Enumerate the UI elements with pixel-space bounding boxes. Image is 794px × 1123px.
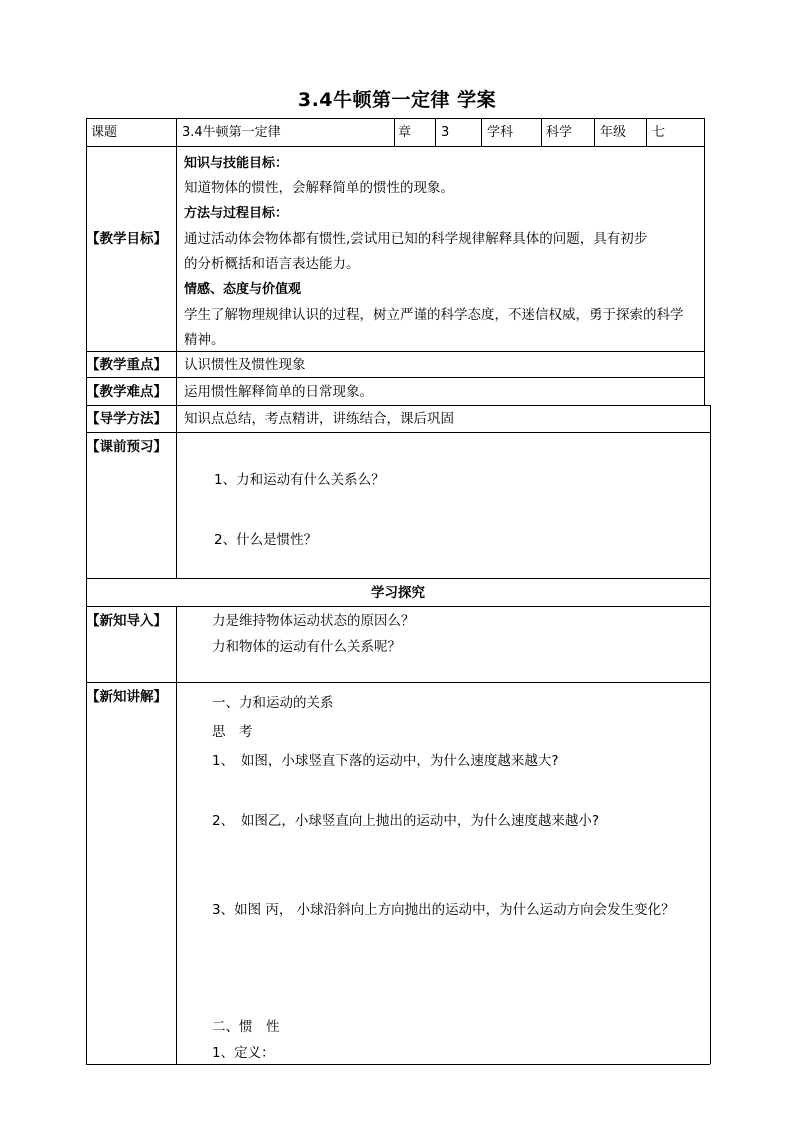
method-text-line-2: 的分析概括和语言表达能力。 [184, 256, 360, 272]
lecture-think: 思 考 [212, 724, 253, 740]
table-border-top [86, 118, 704, 119]
lecture-question-2: 2、 如图乙，小球竖直向上抛出的运动中，为什么速度越来越小? [212, 813, 600, 829]
header-column-divider [594, 118, 595, 146]
preview-question-2: 2、什么是惯性？ [214, 532, 318, 548]
knowledge-text: 知道物体的惯性，会解释简单的惯性的现象。 [184, 180, 454, 196]
intro-line-1: 力是维持物体运动状态的原因么？ [212, 613, 415, 629]
preview-label: 【课前预习】 [86, 439, 167, 455]
row-divider [86, 377, 704, 378]
header-column-divider [646, 118, 647, 146]
row-divider [86, 146, 704, 147]
row-divider [86, 405, 710, 406]
lecture-section-2: 二、惯 性 [212, 1019, 280, 1035]
method-text-line-1: 通过活动体会物体都有惯性,尝试用已知的科学规律解释具体的问题，具有初步 [184, 231, 648, 247]
method-label: 【导学方法】 [86, 411, 167, 427]
lecture-question-3: 3、如图 丙， 小球沿斜向上方向抛出的运动中，为什么运动方向会发生变化？ [212, 902, 675, 918]
label-column-divider [176, 118, 177, 578]
attitude-text-line-1: 学生了解物理规律认识的过程，树立严谨的科学态度，不迷信权威，勇于探索的科学 [184, 307, 684, 323]
grade-label: 年级 [600, 125, 627, 140]
discipline-label: 学科 [487, 125, 514, 140]
header-column-divider [435, 118, 436, 146]
intro-label: 【新知导入】 [86, 613, 167, 629]
label-column-divider [176, 606, 177, 1064]
row-divider [86, 682, 710, 683]
discipline-value: 科学 [546, 125, 573, 140]
header-column-divider [394, 118, 395, 146]
table-border-right [710, 405, 711, 1064]
row-divider [86, 606, 710, 607]
lecture-question-1: 1、 如图，小球竖直下落的运动中，为什么速度越来越大? [212, 753, 559, 769]
chapter-label: 章 [398, 125, 412, 140]
study-heading: 学习探究 [371, 585, 425, 601]
lecture-definition: 1、定义： [212, 1045, 275, 1061]
attitude-text-line-2: 精神。 [184, 332, 225, 348]
attitude-heading: 情感、态度与价值观 [184, 282, 302, 297]
lecture-section-1: 一、力和运动的关系 [212, 695, 334, 711]
header-column-divider [481, 118, 482, 146]
page-title: 3.4牛顿第一定律 学案 [297, 89, 497, 111]
difficulties-text: 运用惯性解释简单的日常现象。 [184, 384, 373, 400]
table-border-right [704, 118, 705, 405]
subject-label: 课题 [91, 125, 118, 140]
grade-value: 七 [652, 125, 666, 140]
row-divider [86, 351, 704, 352]
difficulties-label: 【教学难点】 [86, 384, 167, 400]
key-points-text: 认识惯性及惯性现象 [184, 357, 306, 373]
table-border-bottom [86, 1064, 710, 1065]
chapter-value: 3 [441, 125, 450, 140]
lecture-label: 【新知讲解】 [86, 689, 167, 705]
header-column-divider [541, 118, 542, 146]
method-text: 知识点总结，考点精讲，讲练结合，课后巩固 [184, 411, 454, 427]
objectives-label: 【教学目标】 [86, 231, 167, 247]
method-heading: 方法与过程目标： [184, 206, 289, 221]
knowledge-heading: 知识与技能目标： [184, 156, 289, 171]
row-divider [86, 578, 710, 579]
subject-value: 3.4牛顿第一定律 [182, 125, 281, 140]
row-divider [86, 432, 710, 433]
key-points-label: 【教学重点】 [86, 357, 167, 373]
intro-line-2: 力和物体的运动有什么关系呢？ [212, 639, 401, 655]
preview-question-1: 1、力和运动有什么关系么？ [214, 472, 385, 488]
